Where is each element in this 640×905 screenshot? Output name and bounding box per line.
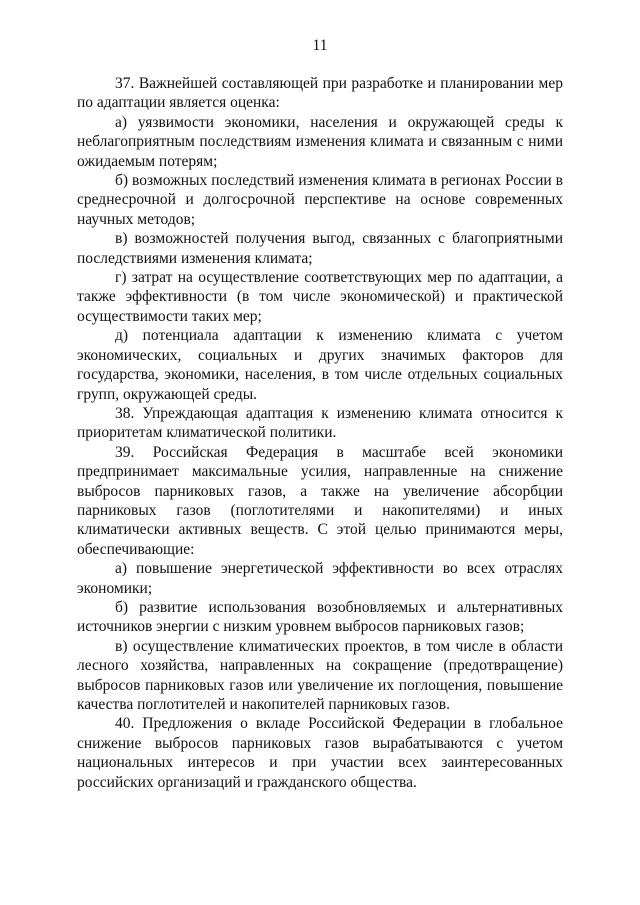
- list-item-37-d: г) затрат на осуществление соответствующих мер по адаптации, а также эффективности (в том числе экономической) и практической осуществимости таких мер;: [77, 269, 563, 325]
- paragraph-38: 38. Упреждающая адаптация к изменению климата относится к приоритетам климатической политики.: [77, 404, 563, 442]
- paragraph-39: 39. Российская Федерация в масштабе всей экономики предпринимает максимальные усилия, направленные на снижение выбросов парниковых газов, а также на увеличение абсорбции парниковых газов (поглотителями и накопителями) и иных климатически активных веществ. С этой целью принимаются меры, обеспечивающие:: [77, 443, 563, 558]
- list-item-39-c: в) осуществление климатических проектов, в том числе в области лесного хозяйства, направленных на сокращение (предотвращение) выбросов парниковых газов или увеличение их поглощения, повышение качества поглотителей и накопителей парниковых газов.: [77, 637, 563, 713]
- list-item-37-c: в) возможностей получения выгод, связанных с благоприятными последствиями изменения климата;: [77, 230, 563, 267]
- list-item-37-b: б) возможных последствий изменения климата в регионах России в среднесрочной и долгосрочной перспективе на основе современных научных методов;: [77, 172, 563, 228]
- list-item-39-b: б) развитие использования возобновляемых и альтернативных источников энергии с низким уровнем выбросов парниковых газов;: [77, 598, 563, 636]
- list-item-37-a: а) уязвимости экономики, населения и окружающей среды к неблагоприятным последствиям изменения климата и связанным с ними ожидаемым потерям;: [77, 113, 563, 170]
- paragraph-40: 40. Предложения о вкладе Российской Федерации в глобальное снижение выбросов парниковых газов вырабатываются с учетом национальных интересов и при участии всех заинтересованных российских организаций и гражданского общества.: [77, 715, 563, 791]
- paragraph-37: 37. Важнейшей составляющей при разработке и планировании мер по адаптации является оценка:: [77, 75, 563, 112]
- list-item-39-a: а) повышение энергетической эффективности во всех отраслях экономики;: [77, 560, 563, 597]
- page-number: 11: [312, 37, 328, 54]
- document-body: [77, 74, 563, 792]
- list-item-37-e: д) потенциала адаптации к изменению климата с учетом экономических, социальных и других значимых факторов для государства, экономики, населения, в том числе отдельных социальных групп, окружающей среды.: [77, 327, 563, 403]
